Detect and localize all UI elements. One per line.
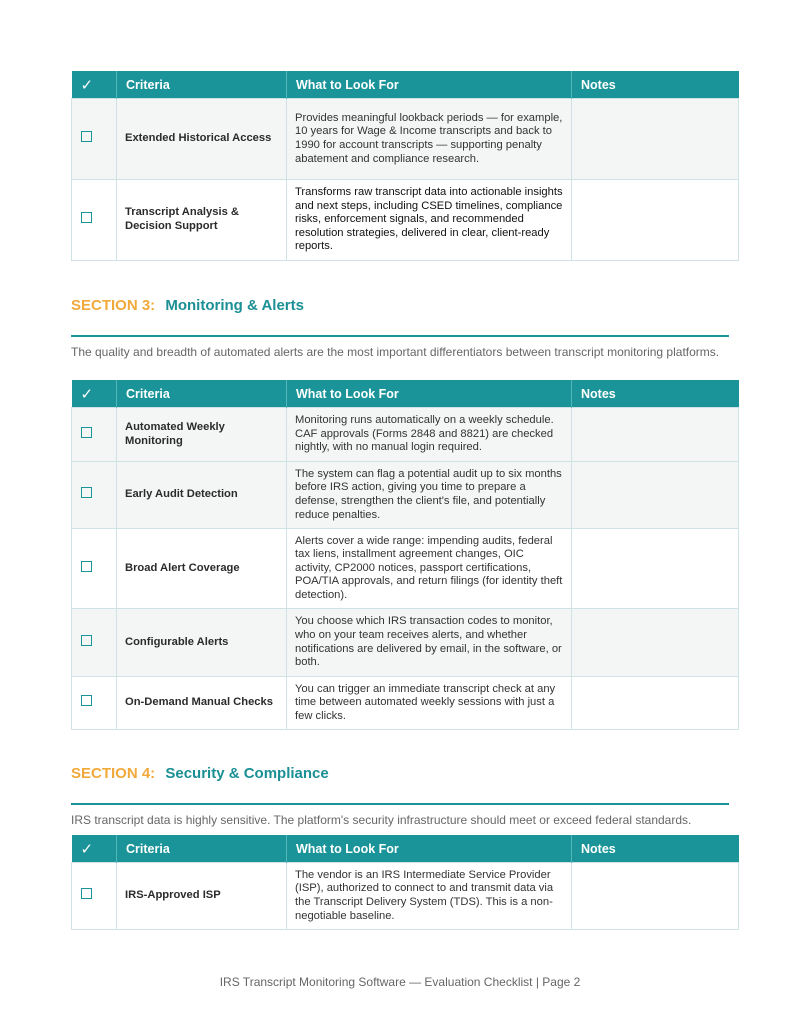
notes-cell[interactable] [572,677,739,730]
check-column-header: ✓ [72,380,117,408]
section-intro: IRS transcript data is highly sensitive. The platform's security infrastructure should meet or exceed federal standards. [71,813,692,827]
what-to-look-for-cell: Monitoring runs automatically on a weekly schedule. CAF approvals (Forms 2848 and 8821) are checked nightly, with no manual login required. [287,408,572,462]
checkbox[interactable] [81,212,92,223]
what-to-look-for-column-header: What to Look For [287,380,572,408]
page-footer: IRS Transcript Monitoring Software — Evaluation Checklist | Page 2 [219,975,581,989]
notes-cell[interactable] [572,863,739,930]
what-to-look-for-cell: Transforms raw transcript data into actionable insights and next steps, including CSED timelines, compliance risks, enforcement signals, and recommended resolution strategies, delivered in clear, client-ready reports. [287,180,572,261]
what-to-look-for-cell: Provides meaningful lookback periods — for example, 10 years for Wage & Income transcripts and back to 1990 for account transcripts — supporting penalty abatement and compliance research. [287,99,572,180]
table-row [72,677,739,730]
checkbox[interactable] [81,487,92,498]
notes-cell[interactable] [572,609,739,677]
criteria-cell: IRS-Approved ISP [117,863,287,930]
criteria-cell: Early Audit Detection [117,462,287,529]
what-to-look-for-cell: You can trigger an immediate transcript check at any time between automated weekly sessions with just a few clicks. [287,677,572,730]
criteria-cell: Extended Historical Access [117,99,287,180]
notes-cell[interactable] [572,180,739,261]
what-to-look-for-column-header: What to Look For [287,835,572,863]
notes-column-header: Notes [572,71,739,99]
section-number: SECTION 4: [71,765,156,782]
what-to-look-for-cell: The system can flag a potential audit up to six months before IRS action, giving you time to prepare a defense, strengthen the client's file, and potentially reduce penalties. [287,462,572,529]
criteria-cell: Broad Alert Coverage [117,529,287,609]
checkbox[interactable] [81,635,92,646]
table-row [72,462,739,529]
check-column-header: ✓ [72,71,117,99]
table-row [72,99,739,180]
criteria-cell: Configurable Alerts [117,609,287,677]
table-row [72,529,739,609]
checkbox[interactable] [81,427,92,438]
notes-column-header: Notes [572,380,739,408]
notes-cell[interactable] [572,529,739,609]
criteria-column-header: Criteria [117,71,287,99]
criteria-column-header: Criteria [117,380,287,408]
table-row [72,863,739,930]
criteria-cell: Transcript Analysis & Decision Support [117,180,287,261]
notes-cell[interactable] [572,99,739,180]
section-title: Security & Compliance [165,765,329,782]
what-to-look-for-cell: You choose which IRS transaction codes to monitor, who on your team receives alerts, and whether notifications are delivered by email, in the software, or both. [287,609,572,677]
what-to-look-for-cell: Alerts cover a wide range: impending audits, federal tax liens, installment agreement changes, OIC activity, CP2000 notices, passport certifications, POA/TIA approvals, and return filings (for identity theft detection). [287,529,572,609]
table-row [72,180,739,261]
section-title: Monitoring & Alerts [165,297,304,314]
criteria-table-section-4 [71,835,739,930]
criteria-column-header: Criteria [117,835,287,863]
section-4-heading [71,765,329,782]
criteria-table-section-3 [71,380,739,730]
checkbox[interactable] [81,888,92,899]
checkbox[interactable] [81,131,92,142]
checkbox[interactable] [81,561,92,572]
what-to-look-for-column-header: What to Look For [287,71,572,99]
table-row [72,609,739,677]
section-3-heading [71,297,304,314]
table-row [72,408,739,462]
criteria-cell: On-Demand Manual Checks [117,677,287,730]
notes-column-header: Notes [572,835,739,863]
section-divider [71,803,729,805]
section-divider [71,335,729,337]
criteria-table-section-2 [71,71,739,261]
criteria-cell: Automated Weekly Monitoring [117,408,287,462]
check-column-header: ✓ [72,835,117,863]
section-intro: The quality and breadth of automated alerts are the most important differentiators between transcript monitoring platforms. [71,345,720,359]
checkbox[interactable] [81,695,92,706]
notes-cell[interactable] [572,462,739,529]
notes-cell[interactable] [572,408,739,462]
section-number: SECTION 3: [71,297,156,314]
what-to-look-for-cell: The vendor is an IRS Intermediate Service Provider (ISP), authorized to connect to and transmit data via the Transcript Delivery System (TDS). This is a non-negotiable baseline. [287,863,572,930]
